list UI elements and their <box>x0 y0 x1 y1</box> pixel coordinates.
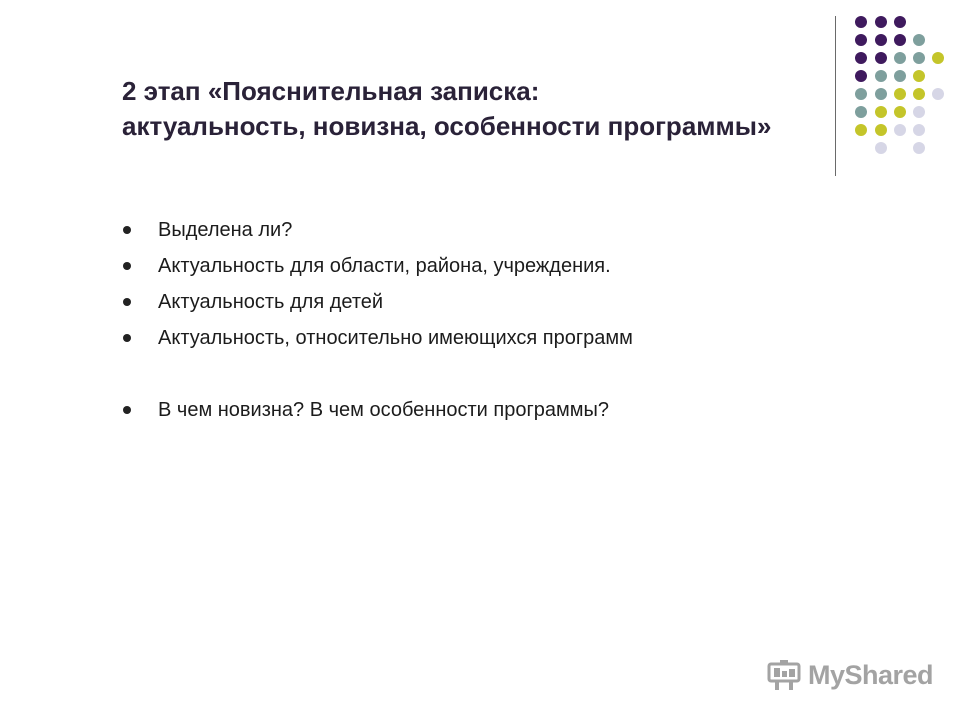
decor-dot <box>894 34 906 46</box>
decor-dot <box>875 124 887 136</box>
decorative-vertical-line <box>835 16 836 176</box>
decor-dot <box>875 88 887 100</box>
decor-dot <box>913 124 925 136</box>
bullet-text: Актуальность для области, района, учреждения. <box>158 255 611 277</box>
bullet-marker <box>123 298 131 306</box>
bullet-marker <box>123 334 131 342</box>
bullet-text: В чем новизна? В чем особенности программы? <box>158 399 610 421</box>
decor-dot <box>855 106 867 118</box>
decor-dot <box>932 88 944 100</box>
decor-dot <box>913 106 925 118</box>
slide-title-line-1: 2 этап «Пояснительная записка: <box>122 76 540 106</box>
bullet-marker <box>123 406 131 414</box>
decor-dot <box>894 88 906 100</box>
decor-dot <box>894 124 906 136</box>
decor-dot <box>875 34 887 46</box>
decor-dot <box>875 70 887 82</box>
decor-dot <box>875 16 887 28</box>
decor-dot <box>894 70 906 82</box>
decor-dot <box>855 34 867 46</box>
decor-dot <box>913 52 925 64</box>
bullet-list <box>122 212 633 428</box>
bullet-item <box>122 248 633 284</box>
decor-dot <box>875 142 887 154</box>
decor-dot <box>855 52 867 64</box>
decor-dot <box>913 88 925 100</box>
bullet-item <box>122 212 633 248</box>
bullet-text: Актуальность для детей <box>158 291 384 313</box>
decor-dot <box>894 106 906 118</box>
decor-dot <box>913 34 925 46</box>
decor-dot <box>894 16 906 28</box>
decor-dot <box>855 16 867 28</box>
decor-dot <box>894 52 906 64</box>
decor-dot <box>855 124 867 136</box>
watermark-text: MyShared <box>808 659 934 690</box>
decor-dot <box>875 106 887 118</box>
bullet-text: Выделена ли? <box>158 219 293 241</box>
decor-dot <box>913 70 925 82</box>
bullet-marker <box>123 226 131 234</box>
watermark <box>766 658 933 692</box>
presentation-board-icon <box>766 659 802 691</box>
bullet-text: Актуальность, относительно имеющихся программ <box>158 327 633 349</box>
decor-dot <box>932 52 944 64</box>
decor-dot <box>913 142 925 154</box>
slide-title <box>122 74 842 144</box>
bullet-item <box>122 320 633 356</box>
bullet-marker <box>123 262 131 270</box>
decor-dot <box>875 52 887 64</box>
slide-title-line-2: актуальность, новизна, особенности программы» <box>122 111 772 141</box>
bullet-item <box>122 284 633 320</box>
decor-dot <box>855 88 867 100</box>
decor-dot <box>855 70 867 82</box>
bullet-item <box>122 392 633 428</box>
